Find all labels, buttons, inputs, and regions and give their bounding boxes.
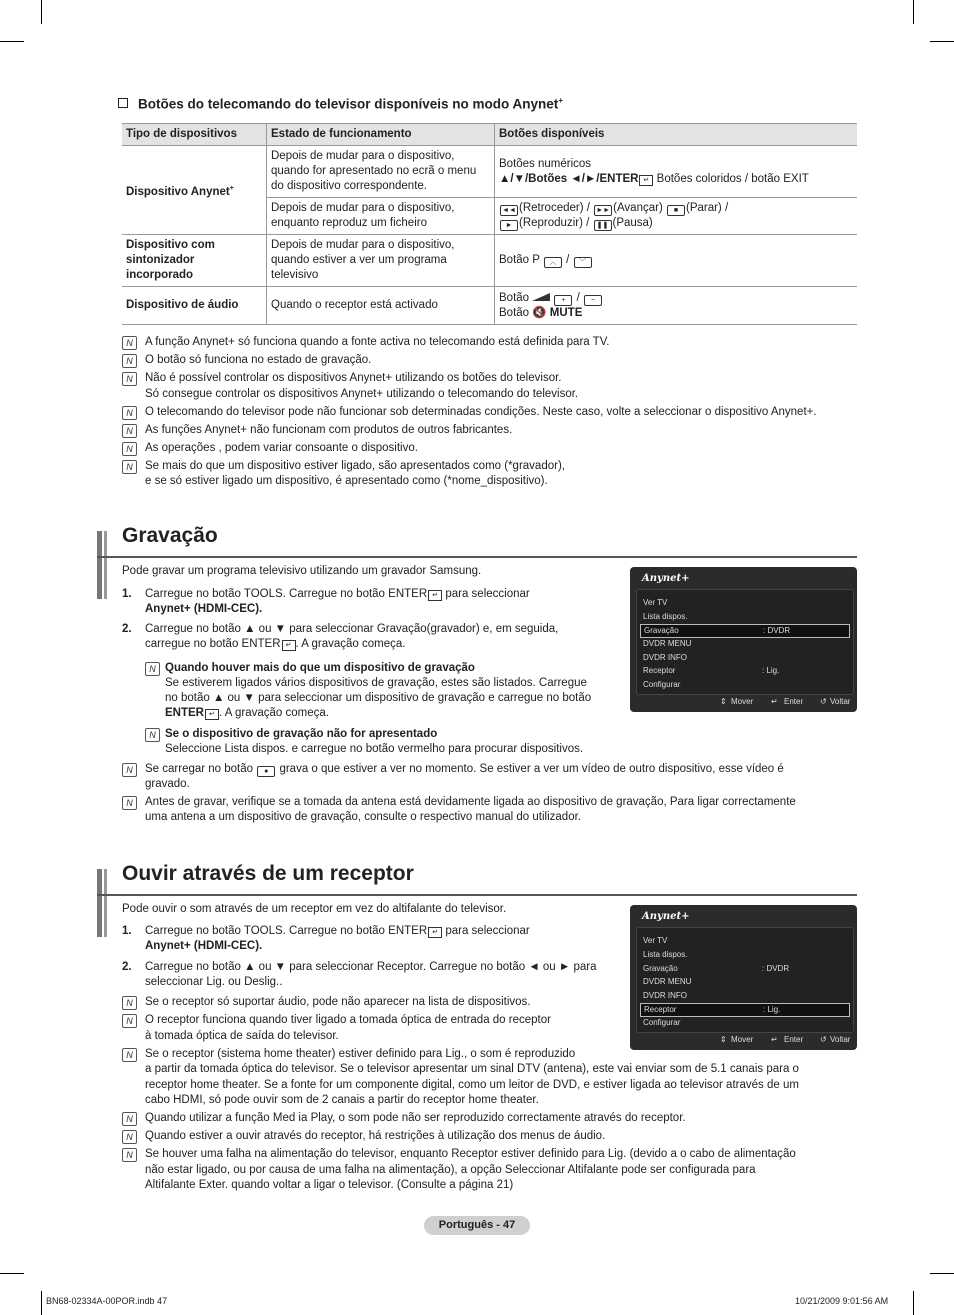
note-icon: N (122, 372, 137, 386)
crop-mark (0, 1273, 24, 1274)
crop-mark (913, 0, 914, 24)
menu-item-selected: Receptor : Lig. (640, 1003, 850, 1017)
enter-icon: ↵ (428, 590, 442, 601)
note-icon: N (122, 1148, 137, 1162)
note: N Antes de gravar, verifique se a tomada da antena está devidamente ligada ao dispositivo de gravação, Para ligar correctamente uma antena a um dispositivo de gravação, consulte o respectivo manual do utilizador. (122, 795, 857, 827)
move-icon: ⇕ (720, 697, 727, 706)
menu-item: Lista dispos. (643, 612, 688, 621)
enter-icon: ↵ (771, 697, 778, 706)
section-heading: Botões do telecomando do televisor disponíveis no modo Anynet+ (118, 96, 563, 112)
enter-icon: ↵ (282, 640, 296, 651)
menu-item-selected: Gravação : DVDR (640, 624, 850, 638)
note: N Quando estiver a ouvir através do receptor, há restrições à utilização dos menus de áudio. (122, 1129, 857, 1145)
note: N As funções Anynet+ não funcionam com produtos de outros fabricantes. (122, 423, 817, 439)
fast-forward-icon: ►► (594, 205, 612, 216)
menu-item: Gravação : DVDR (643, 964, 790, 973)
table-header: Estado de funcionamento (267, 124, 495, 146)
checkbox-bullet-icon (118, 98, 128, 108)
crop-mark (913, 1291, 914, 1315)
pause-icon: ❚❚ (594, 220, 612, 231)
note-icon: N (145, 728, 160, 742)
table-cell: Dispositivo Anynet+ (122, 146, 267, 235)
table-row (122, 146, 857, 198)
table-cell: Depois de mudar para o dispositivo, quando for apresentado no ecrã o menu do dispositivo correspondente. (267, 146, 495, 198)
buttons-table (122, 123, 857, 325)
step-1: 1. Carregue no botão TOOLS. Carregue no botão ENTER ↵ para seleccionar Anynet+ (HDMI-CEC). (122, 588, 530, 615)
rewind-icon: ◄◄ (500, 205, 518, 216)
menu-item: Ver TV (643, 936, 668, 945)
menu-item: DVDR INFO (643, 991, 687, 1000)
crop-mark (0, 41, 24, 42)
table-row (122, 235, 857, 287)
menu-item: Receptor : Lig. (643, 666, 780, 675)
note-icon: N (122, 796, 137, 810)
menu-item: Lista dispos. (643, 950, 688, 959)
note-icon: N (122, 763, 137, 777)
enter-icon: ↵ (205, 709, 219, 720)
note: N Quando utilizar a função Med ia Play, o som pode não ser reproduzido correctamente através do receptor. (122, 1111, 857, 1127)
sub-note: N Se o dispositivo de gravação não for apresentado Seleccione Lista dispos. e carregue no botão vermelho para procurar dispositivos. (145, 727, 645, 759)
table-header-row (122, 124, 857, 146)
table-cell: Botão + / − Botão 🔇 MUTE (495, 287, 858, 325)
mute-icon: 🔇 (532, 306, 547, 319)
step-2: 2. Carregue no botão ▲ ou ▼ para seleccionar Receptor. Carregue no botão ◄ ou ► para seleccionar Lig. ou Deslig.. (122, 961, 597, 988)
table-header: Botões disponíveis (495, 124, 858, 146)
crop-mark (41, 0, 42, 24)
move-icon: ⇕ (720, 1035, 727, 1044)
enter-icon: ↵ (428, 927, 442, 938)
note: N Não é possível controlar os dispositivos Anynet+ utilizando os botões do televisor. Só consegue controlar os dispositivos Anynet+ utilizando o telecomando do televisor. (122, 371, 817, 402)
page-number: Português - 47 (424, 1216, 530, 1235)
return-icon: ↺ (820, 1035, 827, 1044)
sub-note: N Quando houver mais do que um dispositivo de gravação Se estiverem ligados vários dispositivos de gravação, estes são listados. Carregue no botão ▲ ou ▼ para seleccionar um dispositivo de gravação e carregue no botão ENTER ↵ . A gravação começa. (145, 661, 625, 725)
step-1: 1. Carregue no botão TOOLS. Carregue no botão ENTER ↵ para seleccionar Anynet+ (HDMI-CEC). (122, 925, 530, 952)
anynet-notes (122, 335, 817, 492)
note-icon: N (122, 354, 137, 368)
anynet-menu-screenshot: Anynet+ Ver TV Lista dispos. Gravação : DVDR DVDR MENU DVDR INFO Receptor : Lig. Configurar ⇕ Mover ↵ Enter ↺ Voltar (630, 567, 857, 712)
play-icon: ► (500, 220, 518, 231)
step-2: 2. Carregue no botão ▲ ou ▼ para seleccionar Gravação(gravador) e, em seguida, carregue no botão ENTER ↵ . A gravação começa. (122, 623, 559, 650)
menu-item: Configurar (643, 680, 681, 689)
volume-up-icon: + (554, 295, 572, 306)
intro-text: Pode ouvir o som através de um receptor em vez do altifalante do televisor. (122, 903, 507, 915)
table-cell: Botões numéricos ▲/▼/Botões ◄/►/ENTER ↵ Botões coloridos / botão EXIT (495, 146, 858, 198)
table-cell: ◄◄ (Retroceder) / ►► (Avançar) ■ (Parar) / ► (Reproduzir) / ❚❚ (Pausa) (495, 198, 858, 235)
note-icon: N (122, 996, 137, 1010)
crop-mark (930, 1273, 954, 1274)
note: N As operações , podem variar consoante o dispositivo. (122, 441, 817, 457)
note: N O telecomando do televisor pode não funcionar sob determinadas condições. Neste caso, volte a seleccionar o dispositivo Anynet+. (122, 405, 817, 421)
table-row (122, 287, 857, 325)
table-cell: Quando o receptor está activado (267, 287, 495, 325)
note-icon: N (122, 406, 137, 420)
enter-icon: ↵ (639, 175, 653, 186)
table-cell: Dispositivo de áudio (122, 287, 267, 325)
note-icon: N (122, 1048, 137, 1062)
note: N Se o receptor (sistema home theater) estiver definido para Lig., o som é reproduzido a partir da tomada óptica do televisor. Se o televisor apresentar um sinal DTV (antena), este vai enviar som de 5.1 canais para o receptor home theater. Se a fonte for um componente digital, como um leitor de DVD, e estiver ligada ao televisor através de um cabo HDMI, só pode ouvir som de 2 canais a partir do receptor home theater. (122, 1047, 857, 1109)
anynet-logo: Anynet+ (642, 911, 690, 922)
anynet-menu-screenshot: Anynet+ Ver TV Lista dispos. Gravação : DVDR DVDR MENU DVDR INFO Receptor : Lig. Configurar ⇕ Mover ↵ Enter ↺ Voltar (630, 905, 857, 1050)
note-icon: N (122, 460, 137, 474)
note: N Se mais do que um dispositivo estiver ligado, são apresentados como (*gravador), e se só estiver ligado um dispositivo, é apresentado como (*nome_dispositivo). (122, 459, 817, 490)
note: N O botão só funciona no estado de gravação. (122, 353, 817, 369)
crop-mark (930, 41, 954, 42)
note: N A função Anynet+ só funciona quando a fonte activa no telecomando está definida para TV. (122, 335, 817, 351)
enter-icon: ↵ (771, 1035, 778, 1044)
stop-icon: ■ (667, 205, 685, 216)
anynet-logo: Anynet+ (642, 573, 690, 584)
menu-item: DVDR INFO (643, 653, 687, 662)
note-icon: N (145, 662, 160, 676)
volume-down-icon: − (584, 295, 602, 306)
note-icon: N (122, 1130, 137, 1144)
return-icon: ↺ (820, 697, 827, 706)
menu-item: Configurar (643, 1018, 681, 1027)
note-icon: N (122, 424, 137, 438)
footer-date: 10/21/2009 9:01:56 AM (795, 1296, 889, 1306)
note: N Se houver uma falha na alimentação do televisor, enquanto Receptor estiver definido para Lig. (devido a o cabo de alimentação não estar ligado, ou por causa de uma falha na alimentação), a opção Seleccionar Altifalante pode ser configurada para Altifalante Exter. quando voltar a ligar o televisor. (Consulte a página 21) (122, 1147, 857, 1194)
channel-up-icon: ︿ (544, 257, 562, 268)
table-cell: Dispositivo com sintonizador incorporado (122, 235, 267, 287)
volume-icon (532, 293, 550, 301)
record-icon: ● (257, 766, 275, 777)
section-title: Gravação (122, 524, 218, 547)
table-cell: Depois de mudar para o dispositivo, enquanto reproduz um ficheiro (267, 198, 495, 235)
menu-item: Ver TV (643, 598, 668, 607)
note: N Se o receptor só suportar áudio, pode não aparecer na lista de dispositivos. (122, 995, 857, 1011)
menu-item: DVDR MENU (643, 977, 692, 986)
note-icon: N (122, 336, 137, 350)
footer-file: BN68-02334A-00POR.indb 47 (46, 1296, 168, 1306)
channel-down-icon: ﹀ (574, 257, 592, 268)
note-icon: N (122, 1014, 137, 1028)
note-icon: N (122, 442, 137, 456)
note: N O receptor funciona quando tiver ligado a tomada óptica de entrada do receptor à tomada óptica de saída do televisor. (122, 1013, 857, 1044)
menu-item: DVDR MENU (643, 639, 692, 648)
crop-mark (41, 1291, 42, 1315)
note-icon: N (122, 1112, 137, 1126)
table-header: Tipo de dispositivos (122, 124, 267, 146)
section-title: Ouvir através de um receptor (122, 862, 414, 885)
table-cell: Depois de mudar para o dispositivo, quando estiver a ver um programa televisivo (267, 235, 495, 287)
intro-text: Pode gravar um programa televisivo utilizando um gravador Samsung. (122, 565, 482, 577)
note: N Se carregar no botão ● grava o que estiver a ver no momento. Se estiver a ver um vídeo de outro dispositivo, esse vídeo é gravado. (122, 762, 857, 794)
table-cell: Botão P ︿ / ﹀ (495, 235, 858, 287)
